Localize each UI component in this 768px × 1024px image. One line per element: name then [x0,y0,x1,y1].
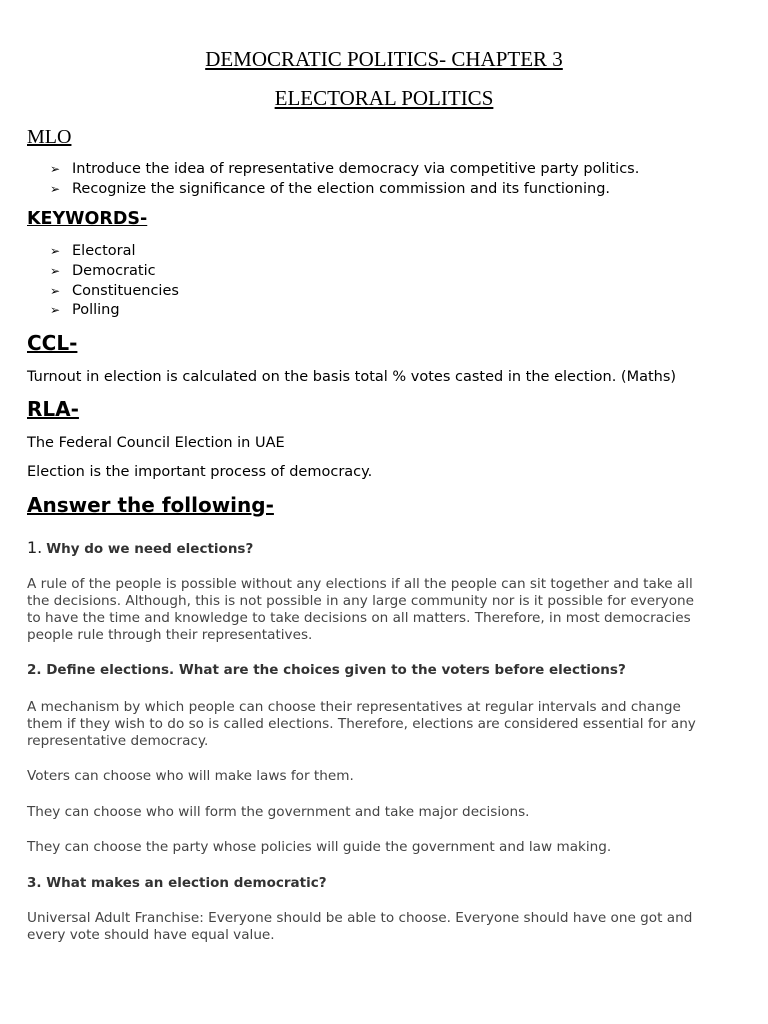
answer-1: A rule of the people is possible without any elections if all the people can sit together and take all the decisions. Although, this is not possible in any large community nor is it possible for everyone to have the time and knowledge to take decisions on all matters. Therefore, in most democracies people rule through their representatives. [27,576,695,643]
list-item: ➢ Polling [50,301,179,321]
arrow-bullet-icon: ➢ [50,303,61,318]
list-item: ➢ Democratic [50,262,179,282]
list-item: ➢ Recognize the significance of the election commission and its functioning. [50,180,639,200]
answer-2-point: Voters can choose who will make laws for them. [27,768,354,784]
ccl-text: Turnout in election is calculated on the basis total % votes casted in the election. (Maths) [27,369,677,385]
question-number: 1. [27,538,43,557]
rla-line: The Federal Council Election in UAE [27,435,285,451]
arrow-bullet-icon: ➢ [50,162,61,176]
answers-heading: Answer the following- [27,493,274,517]
answer-2-point: They can choose who will form the government and take major decisions. [27,804,530,820]
answer-2-point: They can choose the party whose policies will guide the government and law making. [27,839,612,855]
rla-line: Election is the important process of democracy. [27,464,373,480]
list-item: ➢ Constituencies [50,282,179,302]
ccl-heading: CCL- [27,331,78,355]
chapter-subtitle: ELECTORAL POLITICS [274,86,494,110]
arrow-bullet-icon: ➢ [50,263,61,278]
mlo-list [50,160,639,200]
rla-heading: RLA- [27,397,79,421]
list-item: ➢ Electoral [50,242,179,262]
question-text: Why do we need elections? [46,541,254,557]
arrow-bullet-icon: ➢ [50,181,61,196]
list-item: ➢ Introduce the idea of representative democracy via competitive party politics. [50,160,639,180]
question-1 [27,538,253,558]
keywords-list [50,242,179,321]
mlo-heading: MLO [27,126,72,148]
document-title: DEMOCRATIC POLITICS- CHAPTER 3 [205,47,563,71]
arrow-bullet-icon: ➢ [50,283,61,298]
answer-3: Universal Adult Franchise: Everyone should be able to choose. Everyone should have one got and every vote should have equal value. [27,910,693,943]
question-3: 3. What makes an election democratic? [27,875,327,891]
arrow-bullet-icon: ➢ [50,244,61,258]
question-2: 2. Define elections. What are the choices given to the voters before elections? [27,662,626,678]
answer-2: A mechanism by which people can choose their representatives at regular intervals and change them if they wish to do so is called elections. Therefore, elections are considered essential for any representative democracy. [27,699,696,749]
keywords-heading: KEYWORDS- [27,209,148,229]
